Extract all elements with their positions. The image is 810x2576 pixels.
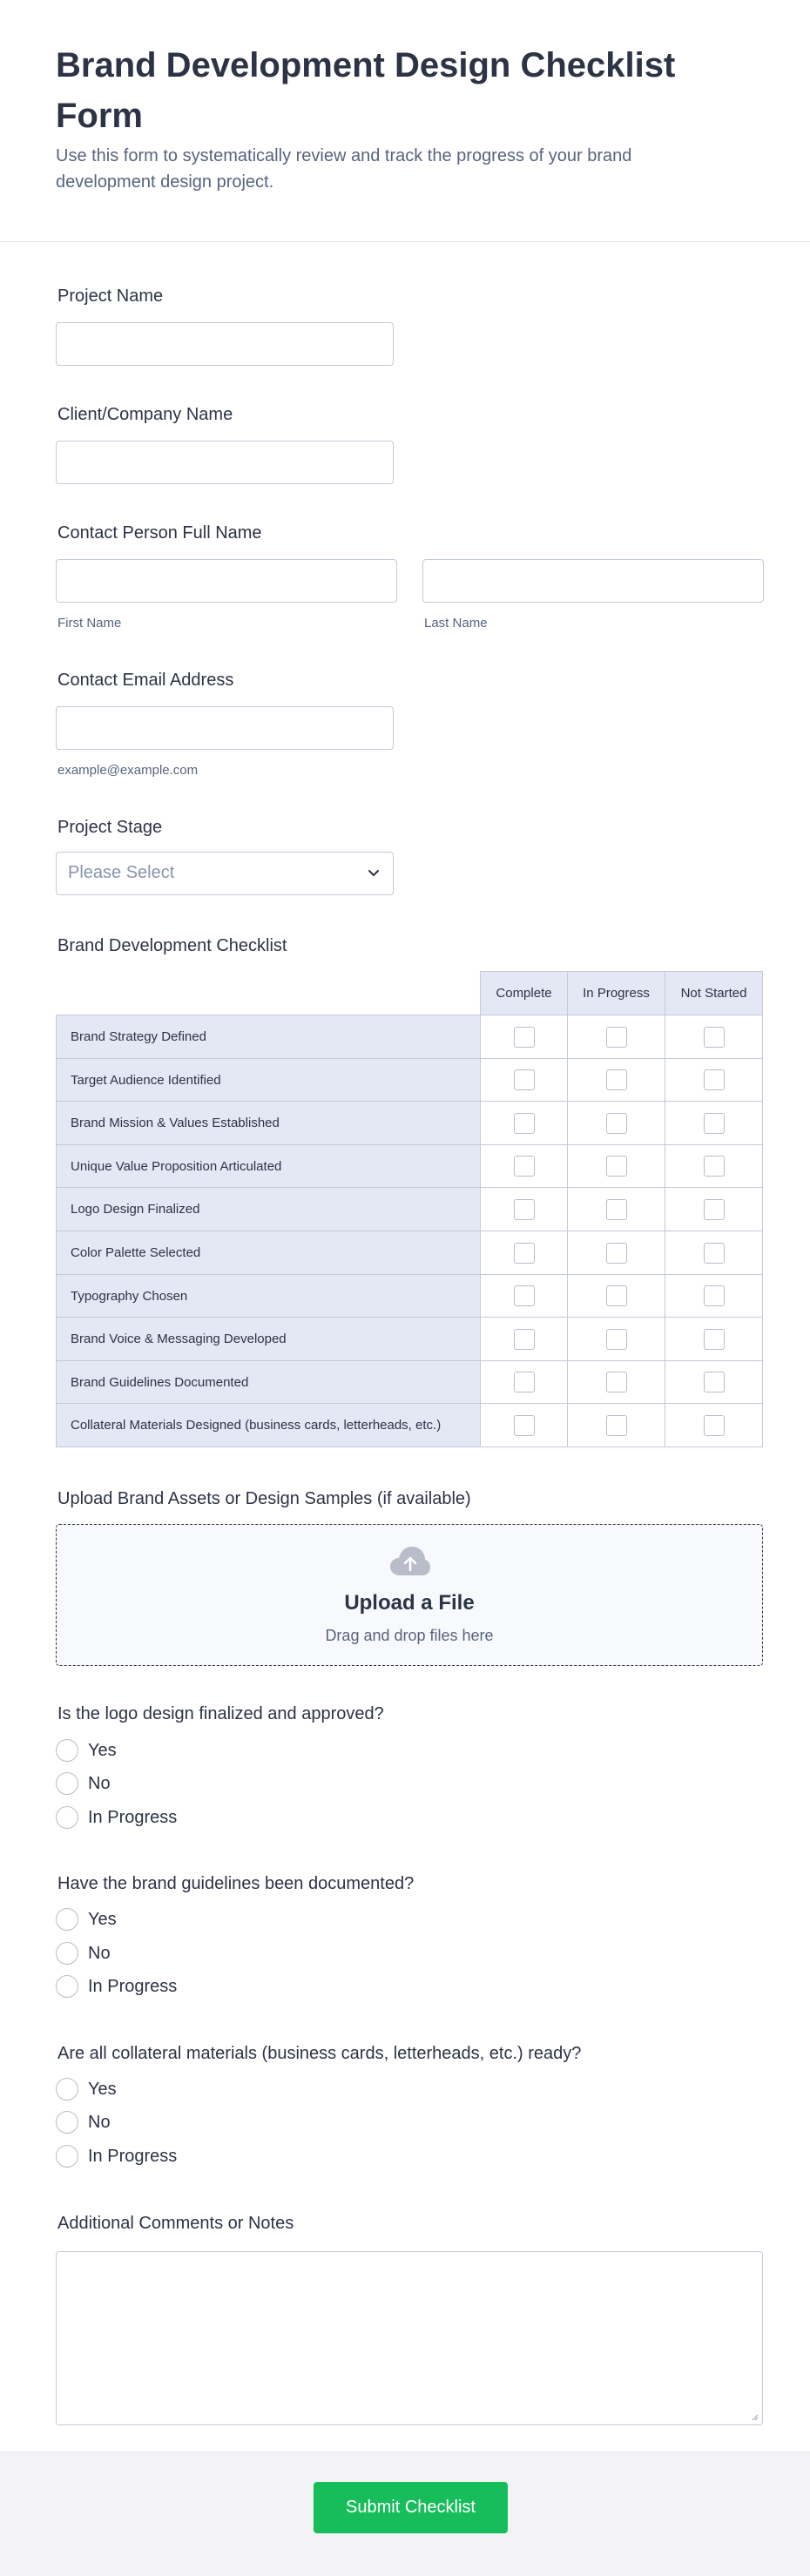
matrix-row-label: Brand Strategy Defined	[56, 1015, 481, 1059]
matrix-cell-complete	[480, 1144, 568, 1188]
radio-circle[interactable]	[56, 1942, 78, 1965]
matrix-checkbox-in-progress[interactable]	[606, 1113, 627, 1134]
upload-title: Upload a File	[344, 1591, 475, 1615]
matrix-cell-in-progress	[567, 1274, 665, 1318]
matrix-row-label: Logo Design Finalized	[56, 1187, 481, 1231]
matrix-cell-complete	[480, 1231, 568, 1275]
matrix-checkbox-complete[interactable]	[514, 1285, 535, 1306]
project-name-label: Project Name	[57, 287, 164, 306]
matrix-checkbox-complete[interactable]	[514, 1415, 535, 1436]
email-label: Contact Email Address	[57, 671, 234, 690]
radio-label: In Progress	[88, 1977, 178, 1996]
matrix-checkbox-not-started[interactable]	[704, 1329, 725, 1350]
matrix-checkbox-in-progress[interactable]	[606, 1243, 627, 1264]
matrix-checkbox-not-started[interactable]	[704, 1199, 725, 1220]
matrix-row-label: Collateral Materials Designed (business cards, letterheads, etc.)	[56, 1403, 481, 1447]
radio-label: Yes	[88, 1741, 117, 1760]
matrix-checkbox-in-progress[interactable]	[606, 1027, 627, 1048]
resize-grip-icon[interactable]	[750, 2412, 759, 2421]
radio-circle[interactable]	[56, 1975, 78, 1998]
company-name-label: Client/Company Name	[57, 405, 233, 424]
matrix-cell-in-progress	[567, 1403, 665, 1447]
matrix-cell-in-progress	[567, 1015, 665, 1059]
form-header	[0, 0, 810, 242]
logo-finalized-label: Is the logo design finalized and approved?	[57, 1704, 384, 1723]
last-name-input[interactable]	[422, 559, 764, 603]
matrix-checkbox-not-started[interactable]	[704, 1156, 725, 1177]
submit-button[interactable]: Submit Checklist	[314, 2482, 508, 2533]
matrix-checkbox-complete[interactable]	[514, 1199, 535, 1220]
matrix-row-label: Target Audience Identified	[56, 1058, 481, 1102]
radio-circle[interactable]	[56, 2111, 78, 2134]
radio-circle[interactable]	[56, 2145, 78, 2168]
radio-circle[interactable]	[56, 2078, 78, 2101]
matrix-cell-not-started	[665, 1187, 763, 1231]
contact-person-label: Contact Person Full Name	[57, 523, 262, 543]
matrix-row-label: Brand Voice & Messaging Developed	[56, 1317, 481, 1361]
matrix-checkbox-complete[interactable]	[514, 1243, 535, 1264]
matrix-cell-complete	[480, 1360, 568, 1404]
matrix-cell-not-started	[665, 1360, 763, 1404]
project-stage-placeholder: Please Select	[68, 863, 175, 882]
matrix-cell-complete	[480, 1187, 568, 1231]
matrix-checkbox-complete[interactable]	[514, 1372, 535, 1393]
upload-subtitle: Drag and drop files here	[325, 1627, 494, 1644]
matrix-checkbox-not-started[interactable]	[704, 1372, 725, 1393]
radio-label: No	[88, 1774, 111, 1793]
radio-label: In Progress	[88, 2147, 178, 2166]
matrix-checkbox-in-progress[interactable]	[606, 1372, 627, 1393]
email-sublabel: example@example.com	[57, 763, 199, 778]
radio-label: Yes	[88, 1910, 117, 1929]
project-stage-label: Project Stage	[57, 818, 163, 837]
matrix-checkbox-not-started[interactable]	[704, 1027, 725, 1048]
matrix-cell-complete	[480, 1015, 568, 1059]
project-stage-select[interactable]	[56, 852, 394, 895]
matrix-checkbox-not-started[interactable]	[704, 1243, 725, 1264]
matrix-cell-complete	[480, 1274, 568, 1318]
matrix-row-label: Brand Mission & Values Established	[56, 1101, 481, 1145]
matrix-col-not-started: Not Started	[665, 971, 763, 1015]
matrix-cell-complete	[480, 1058, 568, 1102]
upload-label: Upload Brand Assets or Design Samples (if available)	[57, 1489, 471, 1508]
guidelines-documented-label: Have the brand guidelines been documented?	[57, 1874, 415, 1893]
radio-circle[interactable]	[56, 1806, 78, 1829]
matrix-row-label: Color Palette Selected	[56, 1231, 481, 1275]
matrix-cell-not-started	[665, 1015, 763, 1059]
matrix-row-label: Typography Chosen	[56, 1274, 481, 1318]
matrix-checkbox-not-started[interactable]	[704, 1285, 725, 1306]
matrix-checkbox-in-progress[interactable]	[606, 1285, 627, 1306]
matrix-col-in-progress: In Progress	[567, 971, 665, 1015]
matrix-cell-in-progress	[567, 1231, 665, 1275]
checklist-label: Brand Development Checklist	[57, 936, 287, 955]
radio-label: No	[88, 2113, 111, 2132]
last-name-sublabel: Last Name	[424, 616, 488, 631]
matrix-cell-not-started	[665, 1274, 763, 1318]
matrix-cell-complete	[480, 1317, 568, 1361]
comments-textarea[interactable]	[56, 2251, 763, 2425]
project-name-input[interactable]	[56, 322, 394, 366]
matrix-checkbox-not-started[interactable]	[704, 1069, 725, 1090]
form-title: Brand Development Design Checklist Form	[56, 46, 676, 135]
matrix-row-label: Unique Value Proposition Articulated	[56, 1144, 481, 1188]
matrix-cell-not-started	[665, 1403, 763, 1447]
matrix-cell-not-started	[665, 1101, 763, 1145]
company-name-input[interactable]	[56, 441, 394, 484]
cloud-upload-icon	[389, 1546, 431, 1577]
matrix-checkbox-complete[interactable]	[514, 1027, 535, 1048]
matrix-cell-in-progress	[567, 1101, 665, 1145]
radio-label: Yes	[88, 2080, 117, 2099]
matrix-cell-in-progress	[567, 1317, 665, 1361]
matrix-checkbox-complete[interactable]	[514, 1113, 535, 1134]
collateral-ready-label: Are all collateral materials (business cards, letterheads, etc.) ready?	[57, 2044, 582, 2063]
radio-circle[interactable]	[56, 1772, 78, 1795]
matrix-checkbox-complete[interactable]	[514, 1069, 535, 1090]
first-name-sublabel: First Name	[57, 616, 122, 631]
matrix-cell-not-started	[665, 1058, 763, 1102]
matrix-checkbox-not-started[interactable]	[704, 1415, 725, 1436]
form-subtitle: Use this form to systematically review and track the progress of your brand development design project.	[56, 146, 632, 192]
matrix-cell-in-progress	[567, 1360, 665, 1404]
matrix-checkbox-complete[interactable]	[514, 1156, 535, 1177]
matrix-checkbox-not-started[interactable]	[704, 1113, 725, 1134]
form-footer	[0, 2451, 810, 2576]
matrix-cell-not-started	[665, 1317, 763, 1361]
comments-label: Additional Comments or Notes	[57, 2214, 294, 2233]
radio-circle[interactable]	[56, 1908, 78, 1931]
checklist-matrix	[56, 971, 763, 1447]
matrix-checkbox-in-progress[interactable]	[606, 1415, 627, 1436]
matrix-checkbox-in-progress[interactable]	[606, 1069, 627, 1090]
matrix-cell-complete	[480, 1101, 568, 1145]
email-input[interactable]	[56, 706, 394, 750]
radio-circle[interactable]	[56, 1739, 78, 1762]
matrix-cell-complete	[480, 1403, 568, 1447]
first-name-input[interactable]	[56, 559, 397, 603]
matrix-cell-not-started	[665, 1144, 763, 1188]
chevron-down-icon	[367, 863, 381, 882]
matrix-cell-in-progress	[567, 1144, 665, 1188]
matrix-checkbox-in-progress[interactable]	[606, 1156, 627, 1177]
radio-label: In Progress	[88, 1808, 178, 1827]
file-upload-dropzone[interactable]	[56, 1524, 763, 1666]
matrix-col-complete: Complete	[480, 971, 568, 1015]
matrix-checkbox-in-progress[interactable]	[606, 1199, 627, 1220]
matrix-row-label: Brand Guidelines Documented	[56, 1360, 481, 1404]
matrix-cell-in-progress	[567, 1187, 665, 1231]
matrix-cell-not-started	[665, 1231, 763, 1275]
matrix-checkbox-in-progress[interactable]	[606, 1329, 627, 1350]
matrix-cell-in-progress	[567, 1058, 665, 1102]
radio-label: No	[88, 1944, 111, 1963]
matrix-checkbox-complete[interactable]	[514, 1329, 535, 1350]
